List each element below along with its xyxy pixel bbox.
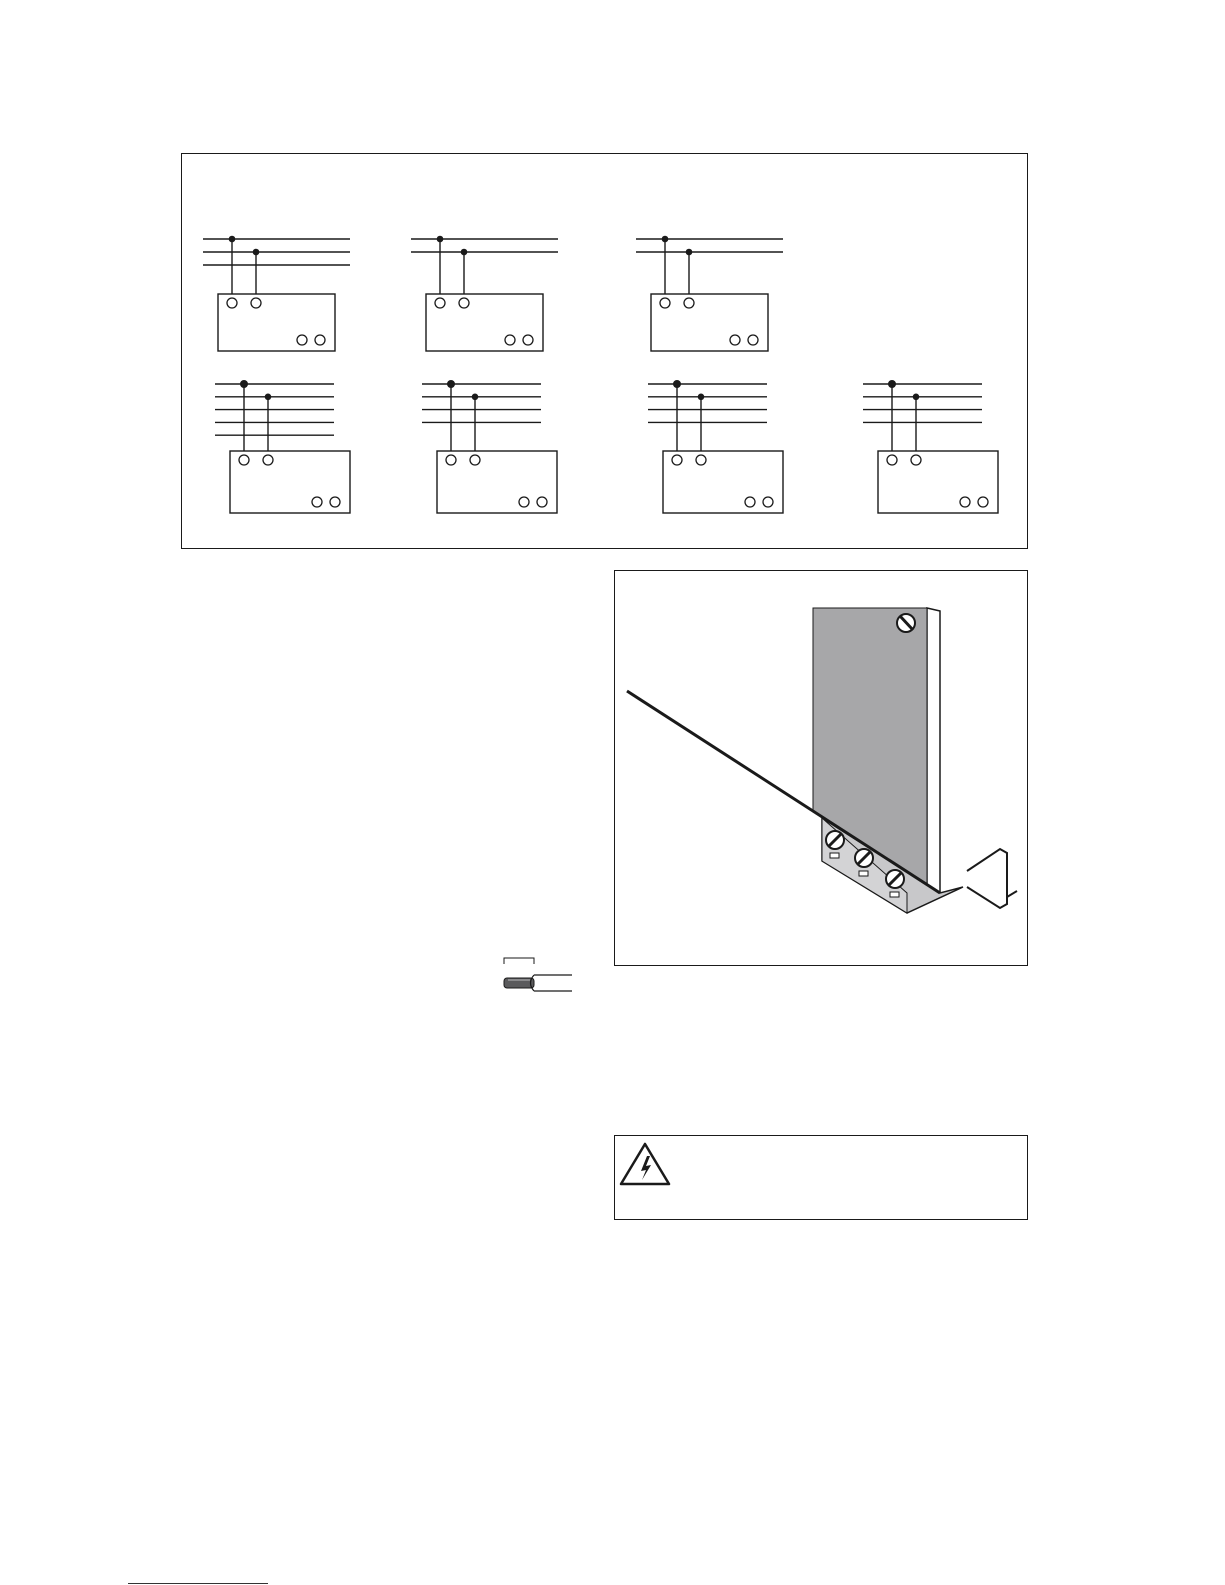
din-rail	[967, 849, 1007, 908]
input-terminal	[911, 455, 921, 465]
footer-rule	[128, 1583, 268, 1584]
input-terminal	[251, 298, 261, 308]
warning-box	[614, 1135, 1028, 1220]
output-terminal	[748, 335, 758, 345]
output-terminal	[312, 497, 322, 507]
input-terminal	[672, 455, 682, 465]
input-terminal	[459, 298, 469, 308]
input-terminal	[470, 455, 480, 465]
output-terminal	[730, 335, 740, 345]
output-terminal	[960, 497, 970, 507]
housing-side	[927, 608, 940, 893]
input-terminal	[660, 298, 670, 308]
wiring-diagrams	[182, 154, 1027, 548]
input-terminal	[684, 298, 694, 308]
output-terminal	[330, 497, 340, 507]
output-terminal	[523, 335, 533, 345]
input-terminal	[446, 455, 456, 465]
input-terminal	[887, 455, 897, 465]
input-terminal	[263, 455, 273, 465]
input-terminal	[435, 298, 445, 308]
output-terminal	[519, 497, 529, 507]
wiring-diagram-figure	[181, 153, 1028, 549]
high-voltage-warning-icon	[617, 1138, 677, 1190]
terminal-block-illustration	[615, 571, 1027, 965]
input-terminal	[696, 455, 706, 465]
output-terminal	[505, 335, 515, 345]
output-terminal	[763, 497, 773, 507]
stripped-wire-icon	[500, 955, 576, 995]
output-terminal	[745, 497, 755, 507]
output-terminal	[978, 497, 988, 507]
output-terminal	[315, 335, 325, 345]
input-terminal	[227, 298, 237, 308]
mounting-screw-icon	[897, 614, 915, 632]
output-terminal	[537, 497, 547, 507]
output-terminal	[297, 335, 307, 345]
device-terminal-figure	[614, 570, 1028, 966]
stripped-wire-figure	[500, 955, 576, 995]
input-terminal	[239, 455, 249, 465]
